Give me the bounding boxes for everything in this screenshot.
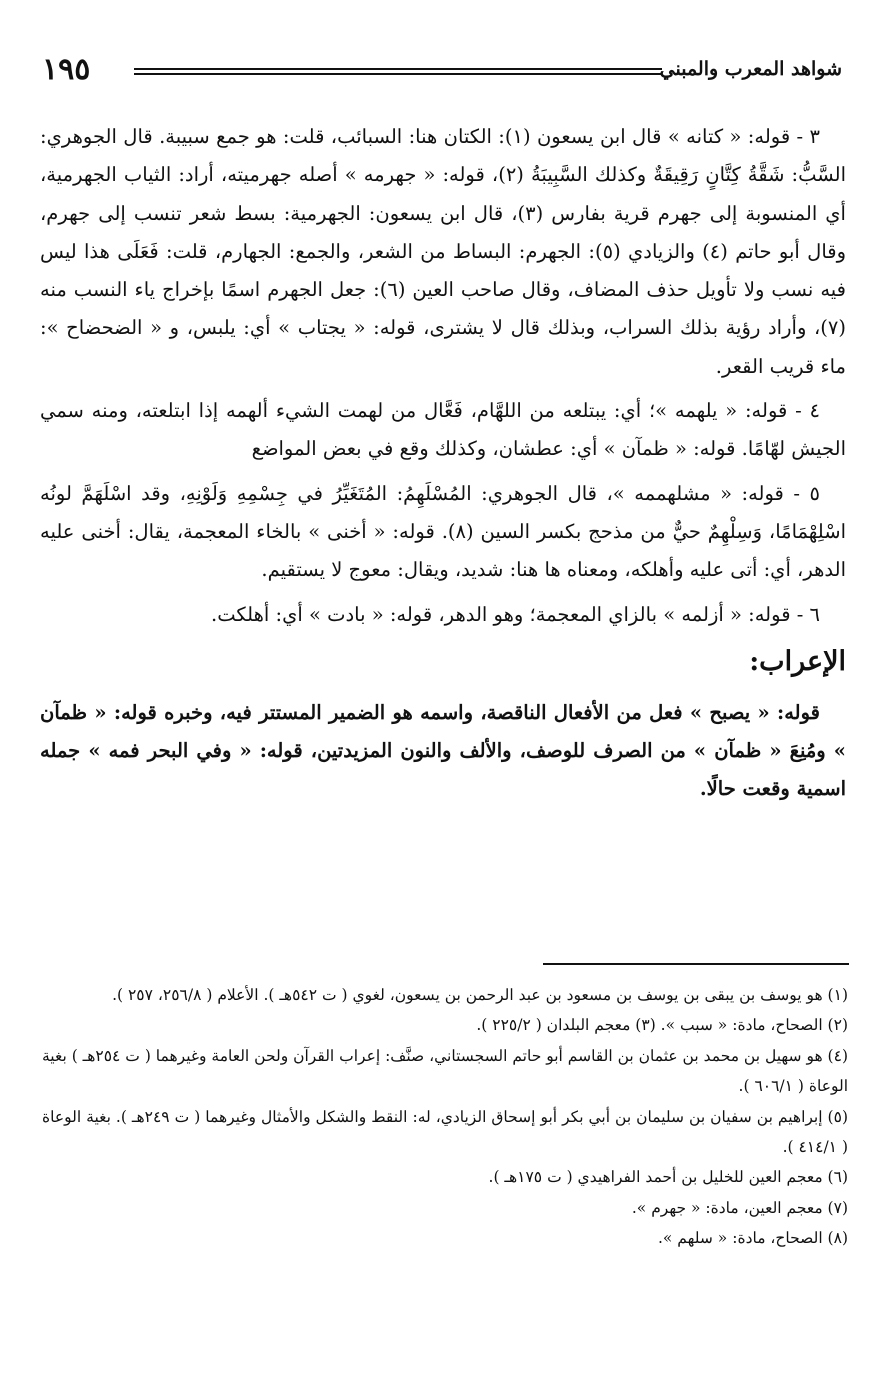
header-rule xyxy=(134,68,662,75)
footnote-5: (٥) إبراهيم بن سفيان بن سليمان بن أبي بكر أبو إسحاق الزيادي، له: النقط والشكل والأمثال وغيرهما ( ت ٢٤٩هـ ). بغية الوعاة ( ٤١٤/١ ). xyxy=(42,1107,848,1157)
footnote-separator xyxy=(543,963,849,965)
footnote-1: (١) هو يوسف بن يبقى بن يوسف بن مسعود بن عبد الرحمن بن يسعون، لغوي ( ت ٥٤٢هـ ). الأعلام ( ٢٥٦/٨، ٢٥٧ ). xyxy=(112,986,848,1004)
page-number: ١٩٥ xyxy=(42,52,91,87)
commentary-paragraph-4: ٤ - قوله: « يلهمه »؛ أي: يبتلعه من اللهَّام، فَعَّال من لهمت الشيء ألهمه إذا ابتلعته، ومنه سمي الجيش لهّامًا. قوله: « ظمآن » أي: عطشان، وكذلك وقع في بعض المواضع xyxy=(40,399,846,461)
commentary-paragraph-6: ٦ - قوله: « أزلمه » بالزاي المعجمة؛ وهو الدهر، قوله: « بادت » أي: أهلكت. xyxy=(211,602,820,626)
commentary-paragraph-3: ٣ - قوله: « كتانه » قال ابن يسعون (١): الكتان هنا: السبائب، قلت: هو جمع سبيبة. قال الجوهري: السَّبُّ: شَقَّةُ كِتَّانٍ رَقِيقَةٌ وكذلك السَّبِيبَةُ (٢)، قوله: « جهرمه » أصله جهرميته، أراد: الثياب الجهرمية، أي المنسوبة إلى جهرم قرية بفارس (٣)، قال ابن يسعون: الجهرمية: بسط شعر تنسب إلى جهرم، وقال أبو حاتم (٤) والزيادي (٥): الجهرم: البساط من الشعر، والجمع: الجهارم، قلت: فَعَلَى هذا ليس فيه نسب ولا تأويل حذف المضاف، وقال صاحب العين (٦): جعل الجهرم اسمًا بإخراج ياء النسب منه (٧)، وأراد رؤية بذلك السراب، وبذلك قال لا يشترى، قوله: « يجتاب » أي: يلبس، و « الضحضاح »: ماء قريب القعر. xyxy=(40,125,847,378)
footnote-6: (٦) معجم العين للخليل بن أحمد الفراهيدي ( ت ١٧٥هـ ). xyxy=(488,1168,848,1187)
main-text xyxy=(40,118,846,815)
footnote-2-3: (٢) الصحاح، مادة: « سبب ». (٣) معجم البلدان ( ٢٢٥/٢ ). xyxy=(476,1016,848,1035)
footnote-7: (٧) معجم العين، مادة: « جهرم ». xyxy=(631,1198,848,1217)
footnote-8: (٨) الصحاح، مادة: « سلهم ». xyxy=(657,1229,848,1248)
page-header xyxy=(42,52,842,92)
running-title: شواهد المعرب والمبني xyxy=(659,58,842,80)
footnotes xyxy=(42,980,848,1254)
irab-paragraph: قوله: « يصبح » فعل من الأفعال الناقصة، واسمه هو الضمير المستتر فيه، وخبره قوله: « ظمآن » ومُنِعَ « ظمآن » من الصرف للوصف، والألف والنون المزيدتين، قوله: « وفي البحر فمه » جمله اسمية وقعت حالًا. xyxy=(40,700,846,801)
commentary-paragraph-5: ٥ - قوله: « مشلهممه »، قال الجوهري: المُسْلَهِمُ: المُتَغَيِّرُ في جِسْمِهِ وَلَوْنِهِ، وقد اسْلَهَمَّ لونُه اسْلِهْمَامًا، وَسِلْهِمٌ حيٌّ من مذحج بكسر السين (٨). قوله: « أخنى » بالخاء المعجمة، يقال: أخنى عليه الدهر، أي: أتى عليه وأهلكه، ومعناه ها هنا: شديد، ويقال: معوج لا يستقيم. xyxy=(40,481,846,582)
footnote-4: (٤) هو سهيل بن محمد بن عثمان بن القاسم أبو حاتم السجستاني، صنَّف: إعراب القرآن ولحن العامة وغيرهما ( ت ٢٥٤هـ ) بغية الوعاة ( ٦٠٦/١ ). xyxy=(41,1046,848,1096)
section-heading-irab: الإعراب: xyxy=(749,645,846,677)
